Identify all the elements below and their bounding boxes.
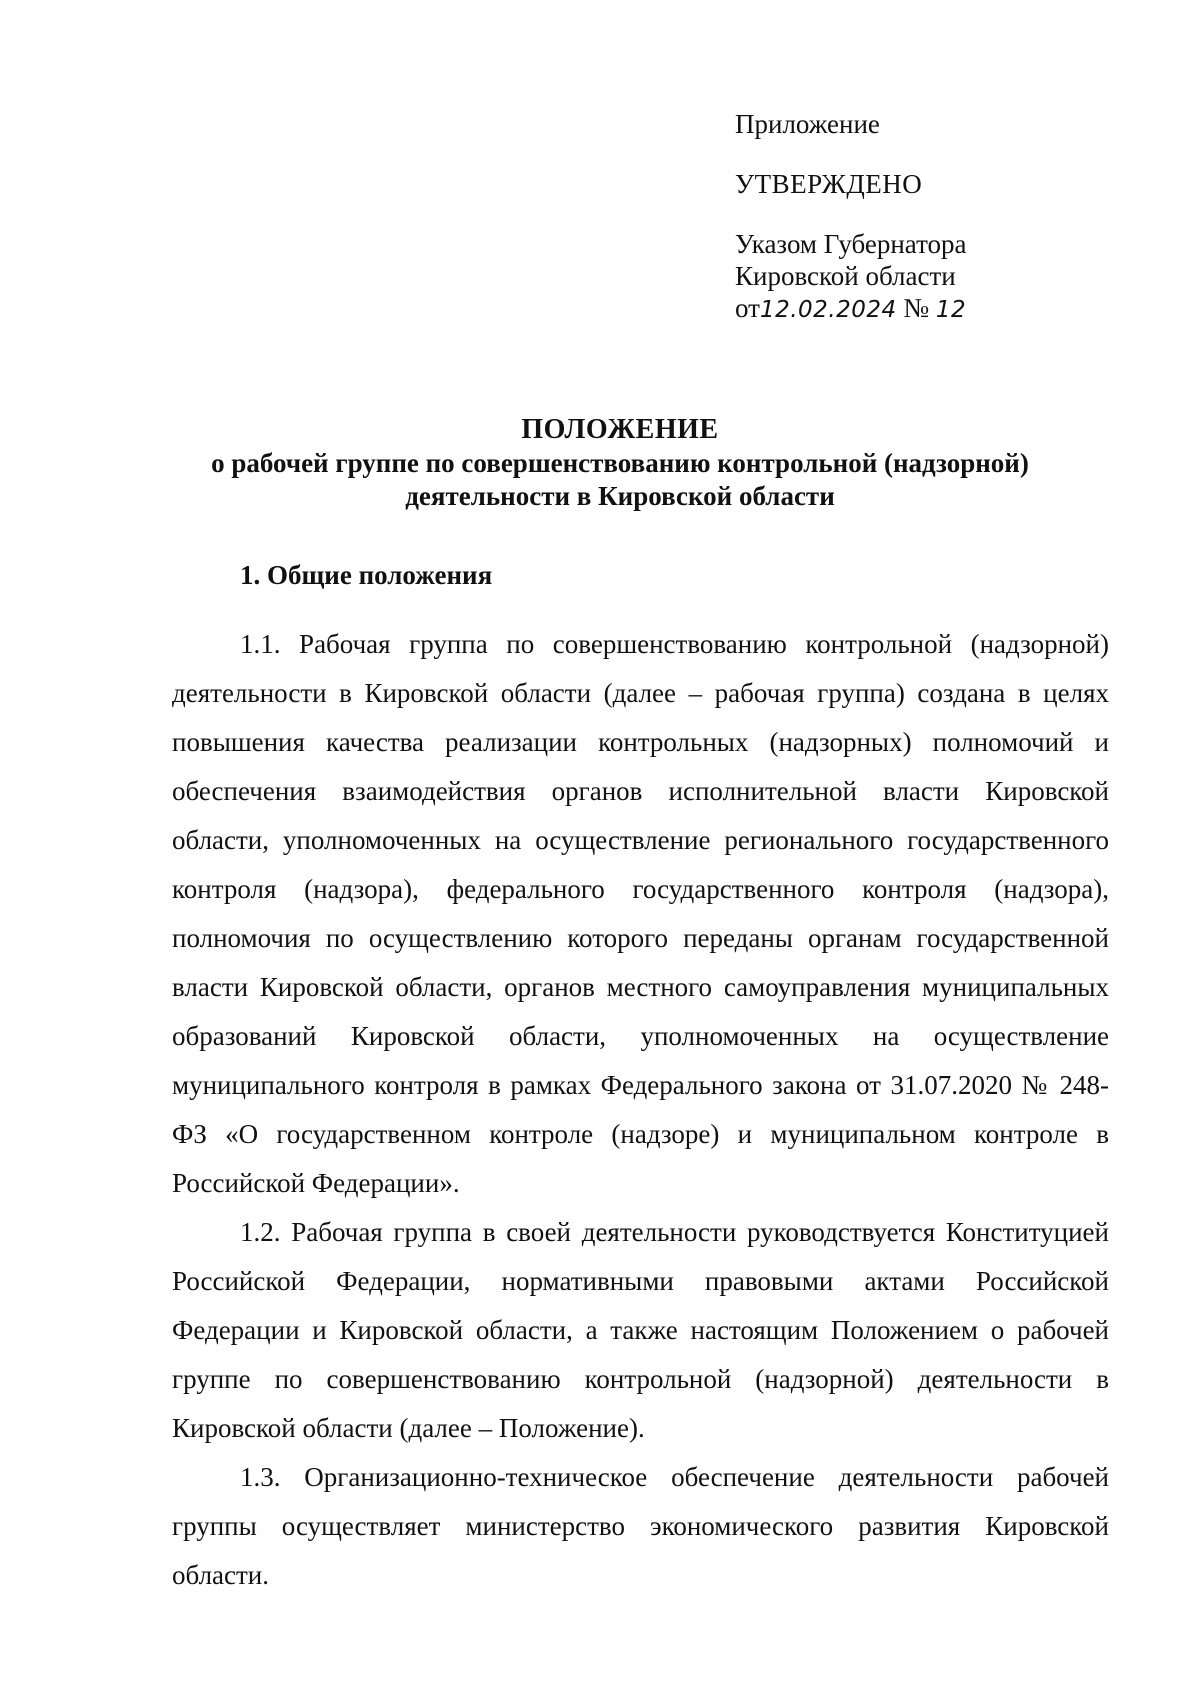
paragraph-1-3: 1.3. Организационно-техническое обеспечение деятельности рабочей группы осуществляет министерство экономического развития Кировской области. (172, 1462, 1109, 1590)
paragraph-1-2: 1.2. Рабочая группа в своей деятельности руководствуется Конституцией Российской Федерации, нормативными правовыми актами Российской Федерации и Кировской области, а также настоящим Положением о рабочей группе по совершенствованию контрольной (надзорной) деятельности в Кировской области (далее – Положение). (172, 1217, 1109, 1443)
document-subtitle-line-1: о рабочей группе по совершенствованию контрольной (надзорной) (211, 448, 1029, 478)
document-title-block (160, 413, 1080, 513)
approval-block (735, 108, 1115, 326)
decree-date-line (735, 292, 1115, 326)
decree-line-1: Указом Губернатора (735, 229, 967, 259)
approved-label: УТВЕРЖДЕНО (735, 169, 923, 199)
document-subtitle-line-2: деятельности в Кировской области (405, 481, 835, 511)
section-heading: 1. Общие положения (240, 560, 493, 590)
appendix-label: Приложение (735, 109, 880, 139)
document-title: ПОЛОЖЕНИЕ (521, 414, 719, 445)
decree-line-2: Кировской области (735, 261, 956, 291)
paragraph-1-1: 1.1. Рабочая группа по совершенствованию контрольной (надзорной) деятельности в Кировской области (далее – рабочая группа) создана в целях повышения качества реализации контрольных (надзорных) полномочий и обеспечения взаимодействия органов исполнительной власти Кировской области, уполномоченных на осуществление регионального государственного контроля (надзора), федерального государственного контроля (надзора), полномочия по осуществлению которого переданы органам государственной власти Кировской области, органов местного самоуправления муниципальных образований Кировской области, уполномоченных на осуществление муниципального контроля в рамках Федерального закона от 31.07.2020 № 248-ФЗ «О государственном контроле (надзоре) и муниципальном контроле в Российской Федерации». (172, 629, 1109, 1198)
handwritten-date: 12.02.2024 (759, 297, 897, 323)
number-prefix: № (903, 293, 930, 323)
handwritten-number: 12 (935, 297, 967, 323)
section-body (172, 620, 1109, 1600)
date-prefix: от (735, 293, 760, 323)
